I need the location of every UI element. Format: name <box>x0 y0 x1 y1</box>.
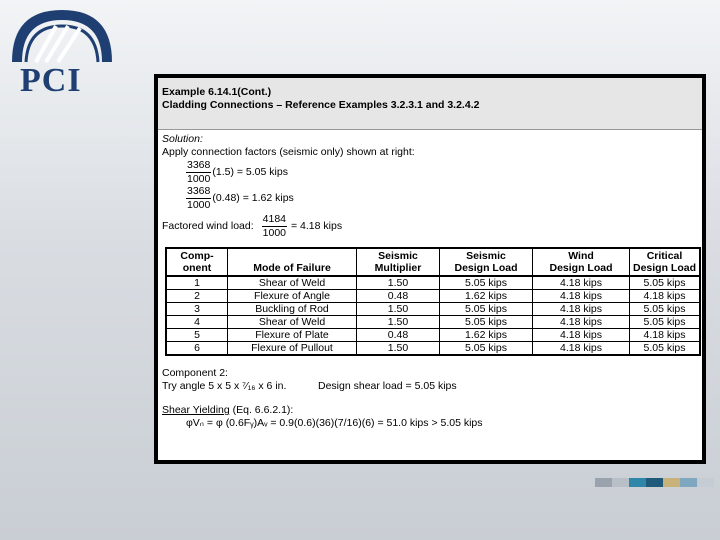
logo-text: PCI <box>20 62 82 99</box>
cell: 1 <box>166 276 228 290</box>
cell: 4.18 kips <box>533 276 630 290</box>
denominator: 1000 <box>187 172 211 185</box>
cell: Flexure of Plate <box>228 329 357 342</box>
fraction <box>186 159 211 186</box>
column-header: Wind Design Load <box>533 248 630 276</box>
cell: 3 <box>166 303 228 316</box>
pci-logo <box>6 4 118 99</box>
pci-arch-icon <box>6 4 118 64</box>
equation-2 <box>186 185 698 211</box>
color-swatch <box>663 478 680 487</box>
cell: 5.05 kips <box>630 303 701 316</box>
column-header: Seismic Multiplier <box>357 248 440 276</box>
cell: 5 <box>166 329 228 342</box>
fraction <box>262 213 287 240</box>
example-title: Example 6.14.1(Cont.) <box>162 86 272 98</box>
solution-body <box>158 130 702 433</box>
numerator: 3368 <box>187 158 211 171</box>
cell: 5.05 kips <box>440 303 533 316</box>
component2-line <box>162 380 698 393</box>
component2-design: Design shear load = 5.05 kips <box>318 380 457 392</box>
denominator: 1000 <box>187 198 211 211</box>
cell: Flexure of Pullout <box>228 342 357 356</box>
cell: 1.62 kips <box>440 290 533 303</box>
solution-label: Solution: <box>162 133 203 145</box>
cell: 4.18 kips <box>533 290 630 303</box>
numerator: 4184 <box>262 212 286 225</box>
cell: Flexure of Angle <box>228 290 357 303</box>
denominator: 1000 <box>262 226 286 239</box>
cell: 2 <box>166 290 228 303</box>
shear-yielding-ref: (Eq. 6.6.2.1): <box>229 404 294 416</box>
cell: 1.50 <box>357 276 440 290</box>
cell: 4.18 kips <box>533 342 630 356</box>
wind-load-equation <box>162 213 698 239</box>
slide-content <box>158 78 702 460</box>
table-row <box>166 316 700 329</box>
table-row <box>166 329 700 342</box>
cell: 1.62 kips <box>440 329 533 342</box>
equation-rest: (0.48) = 1.62 kips <box>212 191 294 204</box>
table-row <box>166 342 700 356</box>
component2-try: Try angle 5 x 5 x ⁷⁄₁₆ x 6 in. <box>162 380 287 392</box>
cell: 5.05 kips <box>630 316 701 329</box>
equation-rest: = 4.18 kips <box>291 219 343 232</box>
color-swatch <box>697 478 714 487</box>
cell: 1.50 <box>357 303 440 316</box>
cell: 4.18 kips <box>533 303 630 316</box>
table-row <box>166 303 700 316</box>
cell: 4 <box>166 316 228 329</box>
example-subtitle: Cladding Connections – Reference Examples 3.2.3.1 and 3.2.4.2 <box>162 99 480 111</box>
shear-yielding-equation: φVₙ = φ (0.6Fᵧ)Aᵥ = 0.9(0.6)(36)(7/16)(6) = 51.0 kips > 5.05 kips <box>186 417 483 429</box>
cell: 0.48 <box>357 290 440 303</box>
equation-1 <box>186 159 698 185</box>
cell: Buckling of Rod <box>228 303 357 316</box>
fraction <box>186 185 211 212</box>
cell: 6 <box>166 342 228 356</box>
color-swatch <box>646 478 663 487</box>
color-swatch <box>680 478 697 487</box>
cell: 4.18 kips <box>630 329 701 342</box>
cell: Shear of Weld <box>228 316 357 329</box>
cell: 4.18 kips <box>630 290 701 303</box>
cell: 0.48 <box>357 329 440 342</box>
component2-label: Component 2: <box>162 367 228 379</box>
slide-frame <box>154 74 706 464</box>
example-header <box>158 78 702 130</box>
color-swatch <box>612 478 629 487</box>
wind-load-label: Factored wind load: <box>162 219 254 232</box>
table-row <box>166 276 700 290</box>
cell: 5.05 kips <box>440 316 533 329</box>
color-swatch <box>629 478 646 487</box>
cell: 5.05 kips <box>630 276 701 290</box>
shear-yielding-heading <box>162 404 698 417</box>
column-header: Seismic Design Load <box>440 248 533 276</box>
cell: 5.05 kips <box>440 276 533 290</box>
column-header: Critical Design Load <box>630 248 701 276</box>
cell: 5.05 kips <box>440 342 533 356</box>
connection-factors-table <box>165 247 701 356</box>
cell: 1.50 <box>357 316 440 329</box>
cell: 4.18 kips <box>533 316 630 329</box>
solution-intro: Apply connection factors (seismic only) shown at right: <box>162 146 415 158</box>
cell: 1.50 <box>357 342 440 356</box>
shear-yielding-label: Shear Yielding <box>162 404 230 416</box>
column-header: Comp- onent <box>166 248 228 276</box>
table-row <box>166 290 700 303</box>
color-swatch <box>595 478 612 487</box>
cell: 5.05 kips <box>630 342 701 356</box>
numerator: 3368 <box>187 184 211 197</box>
cell: Shear of Weld <box>228 276 357 290</box>
cell: 4.18 kips <box>533 329 630 342</box>
table-header-row <box>166 248 700 276</box>
decorative-color-bar <box>595 478 714 487</box>
column-header: Mode of Failure <box>228 248 357 276</box>
equation-rest: (1.5) = 5.05 kips <box>212 165 288 178</box>
